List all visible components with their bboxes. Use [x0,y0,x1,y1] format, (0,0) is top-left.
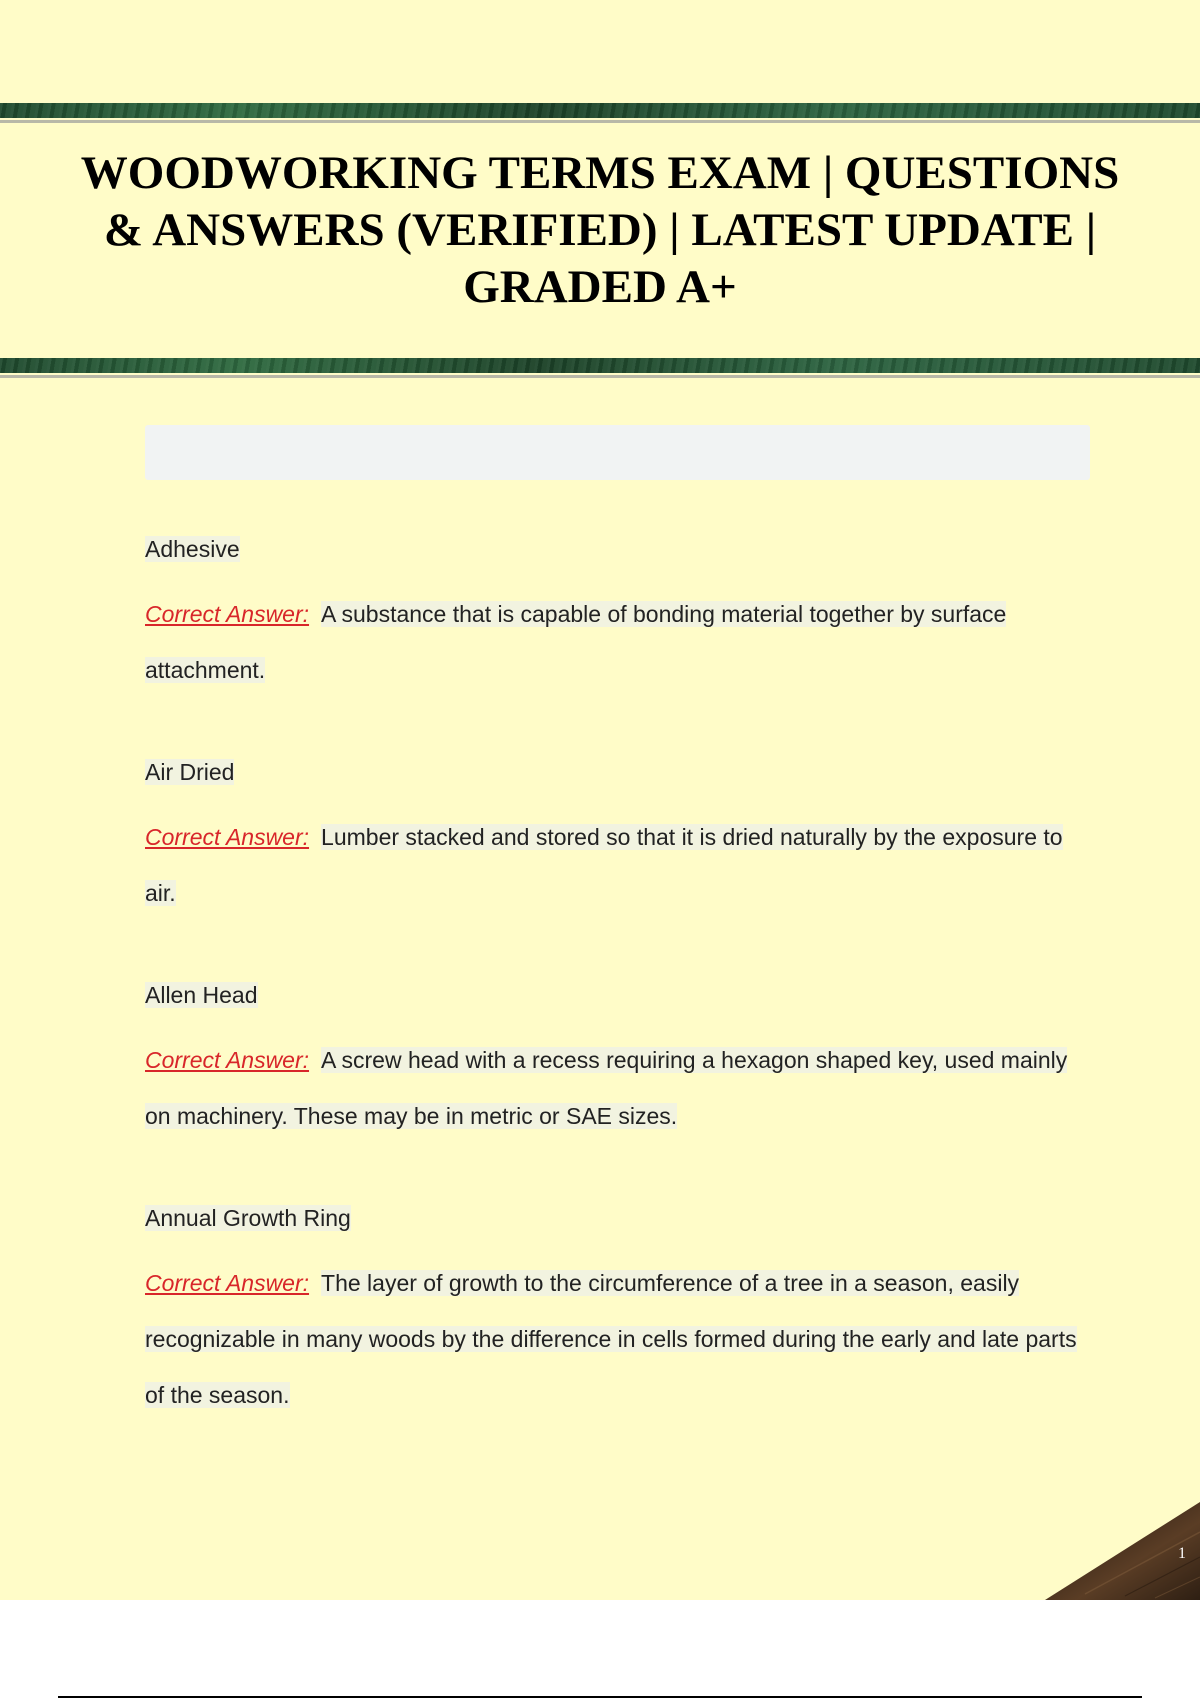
blank-content-box [145,425,1090,480]
answer-block [145,1255,1085,1423]
answer-block [145,1032,1085,1144]
correct-answer-label: Correct Answer: [145,1047,310,1073]
answer-text: Lumber stacked and stored so that it is dried naturally by the exposure to air. [145,824,1063,906]
wood-corner-decoration [1045,1502,1200,1600]
qa-entry [145,753,1085,921]
document-title: WOODWORKING TERMS EXAM | QUESTIONS & ANSWERS (VERIFIED) | LATEST UPDATE | GRADED A+ [80,147,1120,313]
footer-divider [58,1696,1142,1698]
header-decorative-band-bottom [0,358,1200,373]
answer-block [145,586,1085,698]
answer-text: A substance that is capable of bonding material together by surface attachment. [145,601,1007,683]
question-term: Allen Head [145,982,258,1008]
answer-block [145,809,1085,921]
correct-answer-label: Correct Answer: [145,824,310,850]
qa-entry [145,530,1085,698]
answer-text: The layer of growth to the circumference of a tree in a season, easily recognizable in many woods by the difference in cells formed during the early and late parts of the season. [145,1270,1077,1408]
answer-text: A screw head with a recess requiring a hexagon shaped key, used mainly on machinery. These may be in metric or SAE sizes. [145,1047,1068,1129]
header-decorative-band-top [0,103,1200,118]
qa-entry [145,976,1085,1144]
question-term: Adhesive [145,536,240,562]
question-term: Annual Growth Ring [145,1205,351,1231]
qa-entry [145,1199,1085,1423]
question-term: Air Dried [145,759,235,785]
correct-answer-label: Correct Answer: [145,601,310,627]
page-number: 1 [1178,1545,1186,1562]
correct-answer-label: Correct Answer: [145,1270,310,1296]
qa-list [145,530,1085,1478]
